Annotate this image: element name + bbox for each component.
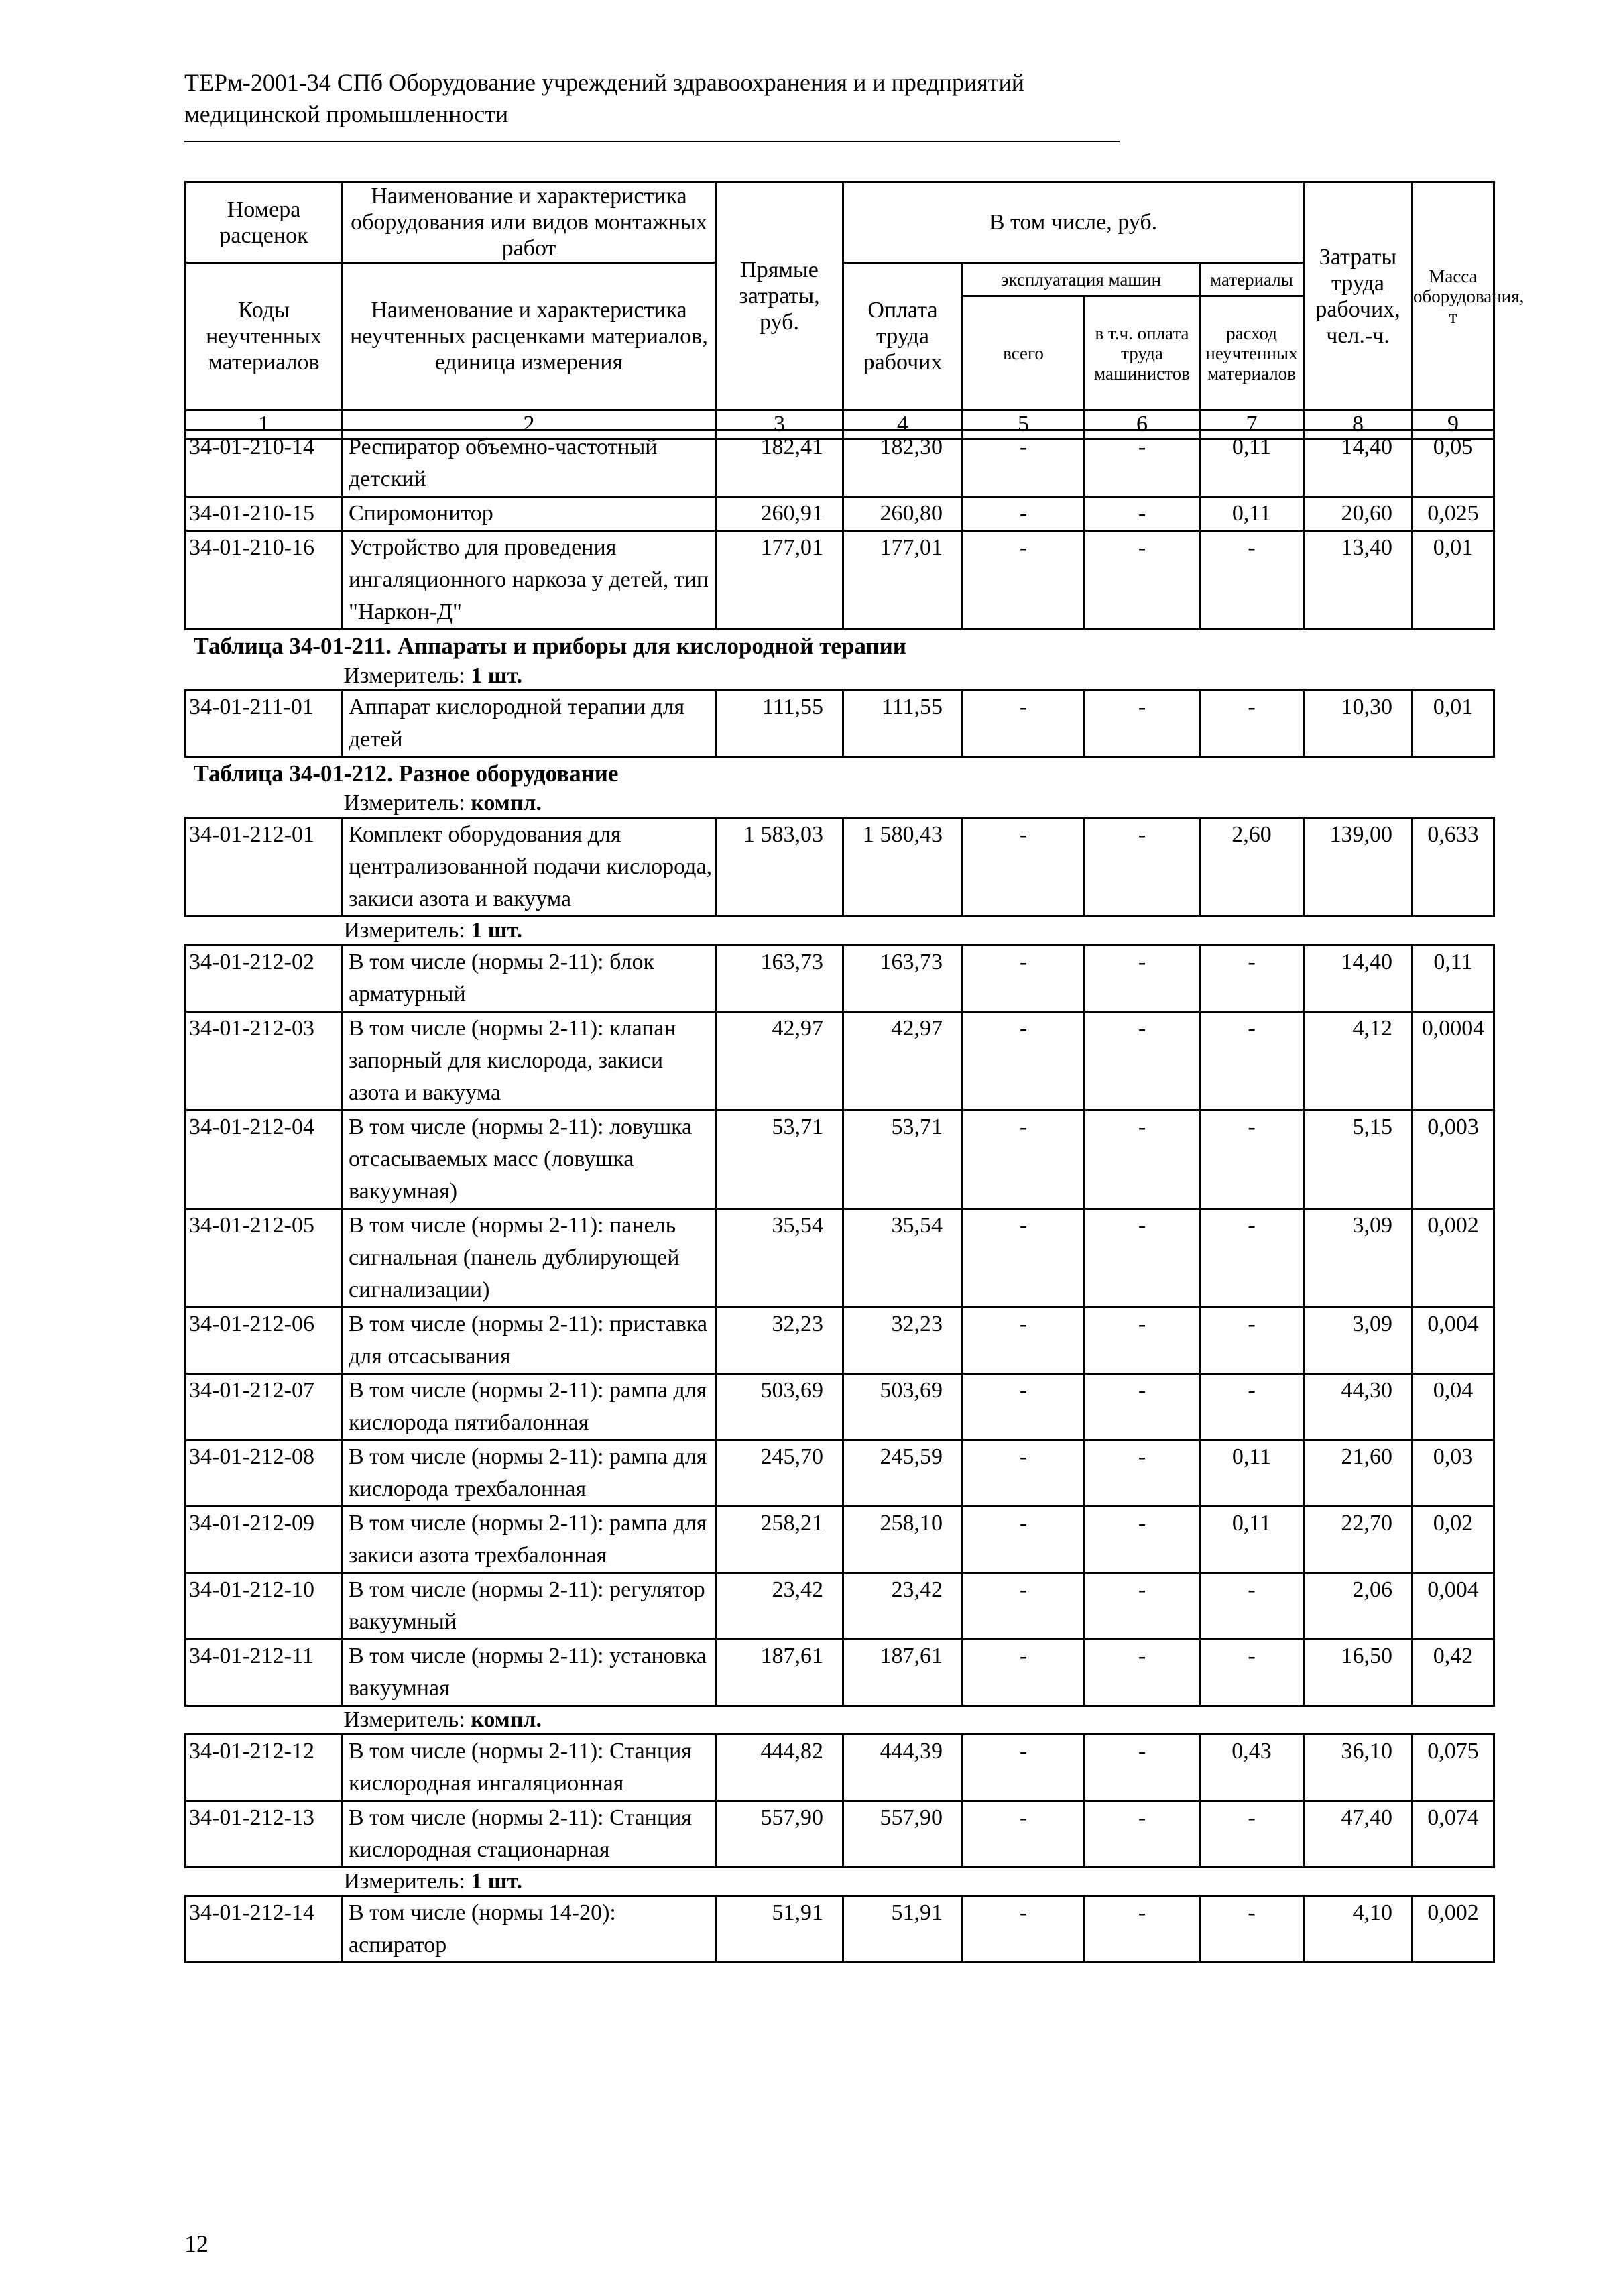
col-number-6: 6 xyxy=(1085,410,1200,439)
row-equipment-mass: 0,01 xyxy=(1412,691,1494,757)
row-machinist-wages: - xyxy=(1085,1896,1200,1963)
table-row xyxy=(186,1110,1494,1209)
row-materials: - xyxy=(1200,531,1304,630)
col-work-name: Наименование и характеристика оборудования или видов монтажных работ xyxy=(343,182,716,263)
row-direct-costs: 163,73 xyxy=(716,945,843,1012)
row-labor-costs: 14,40 xyxy=(1304,945,1412,1012)
row-direct-costs: 111,55 xyxy=(716,691,843,757)
row-direct-costs: 51,91 xyxy=(716,1896,843,1963)
col-number-7: 7 xyxy=(1200,410,1304,439)
row-worker-wages: 51,91 xyxy=(843,1896,963,1963)
row-name: В том числе (нормы 2-11): регулятор вакуумный xyxy=(343,1573,716,1640)
row-equipment-mass: 0,003 xyxy=(1412,1110,1494,1209)
measure-unit xyxy=(186,917,1494,944)
row-code: 34-01-212-03 xyxy=(186,1012,343,1110)
row-materials: - xyxy=(1200,1374,1304,1440)
col-machine-total: всего xyxy=(963,296,1085,410)
table-row xyxy=(186,531,1494,630)
col-material-name: Наименование и характеристика неучтенных расценками материалов, единица измерения xyxy=(343,263,716,410)
col-including: В том числе, руб. xyxy=(843,182,1304,263)
row-worker-wages: 35,54 xyxy=(843,1209,963,1308)
col-number-1: 1 xyxy=(186,410,343,439)
document-title: ТЕРм-2001-34 СПб Оборудование учреждений здравоохранения и и предприятий медицинской промышленности xyxy=(184,69,1025,127)
table-row xyxy=(186,1507,1494,1573)
table-row xyxy=(186,1209,1494,1308)
row-equipment-mass: 0,42 xyxy=(1412,1640,1494,1706)
row-materials: - xyxy=(1200,1012,1304,1110)
col-direct-costs: Прямые затраты, руб. xyxy=(716,182,843,410)
row-labor-costs: 47,40 xyxy=(1304,1801,1412,1868)
row-code: 34-01-210-15 xyxy=(186,497,343,531)
row-worker-wages: 53,71 xyxy=(843,1110,963,1209)
row-name: В том числе (нормы 2-11): Станция кислородная ингаляционная xyxy=(343,1735,716,1801)
col-materials: материалы xyxy=(1200,263,1304,296)
row-machine-total: - xyxy=(963,1374,1085,1440)
col-unaccounted-materials: расход неучтенных материалов xyxy=(1200,296,1304,410)
row-code: 34-01-210-14 xyxy=(186,431,343,497)
row-materials: - xyxy=(1200,1896,1304,1963)
row-machine-total: - xyxy=(963,1209,1085,1308)
col-machine-operation: эксплуатация машин xyxy=(963,263,1200,296)
row-machinist-wages: - xyxy=(1085,945,1200,1012)
row-worker-wages: 187,61 xyxy=(843,1640,963,1706)
row-direct-costs: 245,70 xyxy=(716,1440,843,1507)
row-machinist-wages: - xyxy=(1085,1012,1200,1110)
row-labor-costs: 21,60 xyxy=(1304,1440,1412,1507)
table-row xyxy=(186,1573,1494,1640)
section-title: Таблица 34-01-211. Аппараты и приборы для кислородной терапии xyxy=(193,633,906,659)
row-worker-wages: 42,97 xyxy=(843,1012,963,1110)
row-name: В том числе (нормы 2-11): рампа для кислорода пятибалонная xyxy=(343,1374,716,1440)
table-section xyxy=(186,757,1494,818)
row-equipment-mass: 0,002 xyxy=(1412,1209,1494,1308)
col-labor-costs: Затраты труда рабочих, чел.-ч. xyxy=(1304,182,1412,410)
row-machinist-wages: - xyxy=(1085,431,1200,497)
row-materials: 0,11 xyxy=(1200,1507,1304,1573)
table-row xyxy=(186,1012,1494,1110)
row-machinist-wages: - xyxy=(1085,1308,1200,1374)
row-labor-costs: 2,06 xyxy=(1304,1573,1412,1640)
row-materials: - xyxy=(1200,1573,1304,1640)
row-machinist-wages: - xyxy=(1085,531,1200,630)
row-materials: - xyxy=(1200,1308,1304,1374)
row-machine-total: - xyxy=(963,945,1085,1012)
table-row xyxy=(186,945,1494,1012)
row-direct-costs: 177,01 xyxy=(716,531,843,630)
col-number-8: 8 xyxy=(1304,410,1412,439)
row-machinist-wages: - xyxy=(1085,1374,1200,1440)
row-labor-costs: 22,70 xyxy=(1304,1507,1412,1573)
row-labor-costs: 44,30 xyxy=(1304,1374,1412,1440)
row-code: 34-01-212-01 xyxy=(186,818,343,917)
row-materials: 0,11 xyxy=(1200,431,1304,497)
row-name: В том числе (нормы 2-11): Станция кислородная стационарная xyxy=(343,1801,716,1868)
row-code: 34-01-210-16 xyxy=(186,531,343,630)
row-direct-costs: 42,97 xyxy=(716,1012,843,1110)
row-direct-costs: 53,71 xyxy=(716,1110,843,1209)
row-machinist-wages: - xyxy=(1085,1209,1200,1308)
table-header xyxy=(184,181,1524,440)
row-name: Устройство для проведения ингаляционного наркоза у детей, тип "Наркон-Д" xyxy=(343,531,716,630)
table-row xyxy=(186,1896,1494,1963)
table-section xyxy=(186,630,1494,691)
row-machinist-wages: - xyxy=(1085,1735,1200,1801)
row-materials: 0,11 xyxy=(1200,1440,1304,1507)
col-number-2: 2 xyxy=(343,410,716,439)
row-labor-costs: 5,15 xyxy=(1304,1110,1412,1209)
row-machine-total: - xyxy=(963,1507,1085,1573)
row-direct-costs: 187,61 xyxy=(716,1640,843,1706)
row-machinist-wages: - xyxy=(1085,1440,1200,1507)
row-machine-total: - xyxy=(963,1735,1085,1801)
row-worker-wages: 260,80 xyxy=(843,497,963,531)
row-worker-wages: 177,01 xyxy=(843,531,963,630)
measure-label: Измеритель: xyxy=(343,663,465,688)
row-labor-costs: 4,12 xyxy=(1304,1012,1412,1110)
row-name: В том числе (нормы 2-11): блок арматурный xyxy=(343,945,716,1012)
row-machine-total: - xyxy=(963,818,1085,917)
row-code: 34-01-212-13 xyxy=(186,1801,343,1868)
row-equipment-mass: 0,633 xyxy=(1412,818,1494,917)
row-direct-costs: 444,82 xyxy=(716,1735,843,1801)
table-row xyxy=(186,1640,1494,1706)
col-number-9: 9 xyxy=(1412,410,1494,439)
row-equipment-mass: 0,025 xyxy=(1412,497,1494,531)
row-machine-total: - xyxy=(963,1896,1085,1963)
measure-label: Измеритель: xyxy=(343,1707,465,1732)
row-labor-costs: 14,40 xyxy=(1304,431,1412,497)
row-code: 34-01-212-06 xyxy=(186,1308,343,1374)
row-labor-costs: 36,10 xyxy=(1304,1735,1412,1801)
row-code: 34-01-212-02 xyxy=(186,945,343,1012)
row-direct-costs: 258,21 xyxy=(716,1507,843,1573)
measure-value: 1 шт. xyxy=(471,1869,523,1894)
row-machinist-wages: - xyxy=(1085,1110,1200,1209)
col-worker-wages: Оплата труда рабочих xyxy=(843,263,963,410)
row-machinist-wages: - xyxy=(1085,1640,1200,1706)
measure-value: 1 шт. xyxy=(471,663,523,688)
row-machinist-wages: - xyxy=(1085,691,1200,757)
row-materials: - xyxy=(1200,691,1304,757)
row-code: 34-01-212-12 xyxy=(186,1735,343,1801)
measure-value: 1 шт. xyxy=(471,918,523,943)
row-machine-total: - xyxy=(963,691,1085,757)
row-equipment-mass: 0,03 xyxy=(1412,1440,1494,1507)
col-number-4: 4 xyxy=(843,410,963,439)
row-name: В том числе (нормы 2-11): ловушка отсасываемых масс (ловушка вакуумная) xyxy=(343,1110,716,1209)
row-name: В том числе (нормы 2-11): рампа для кислорода трехбалонная xyxy=(343,1440,716,1507)
row-worker-wages: 23,42 xyxy=(843,1573,963,1640)
row-machinist-wages: - xyxy=(1085,497,1200,531)
measure-unit xyxy=(186,1868,1494,1895)
row-labor-costs: 4,10 xyxy=(1304,1896,1412,1963)
row-machine-total: - xyxy=(963,1801,1085,1868)
row-materials: - xyxy=(1200,1110,1304,1209)
row-equipment-mass: 0,01 xyxy=(1412,531,1494,630)
row-name: В том числе (нормы 2-11): клапан запорный для кислорода, закиси азота и вакуума xyxy=(343,1012,716,1110)
title-rule xyxy=(184,141,1120,142)
row-equipment-mass: 0,04 xyxy=(1412,1374,1494,1440)
row-labor-costs: 20,60 xyxy=(1304,497,1412,531)
col-equipment-mass: Масса оборудования, т xyxy=(1412,182,1494,410)
measure-unit xyxy=(186,1707,1494,1733)
row-worker-wages: 32,23 xyxy=(843,1308,963,1374)
row-equipment-mass: 0,004 xyxy=(1412,1573,1494,1640)
row-labor-costs: 139,00 xyxy=(1304,818,1412,917)
row-direct-costs: 32,23 xyxy=(716,1308,843,1374)
table-row xyxy=(186,1308,1494,1374)
row-machine-total: - xyxy=(963,1573,1085,1640)
row-equipment-mass: 0,074 xyxy=(1412,1801,1494,1868)
row-name: Спиромонитор xyxy=(343,497,716,531)
row-worker-wages: 245,59 xyxy=(843,1440,963,1507)
measure-row xyxy=(186,917,1494,945)
row-name: В том числе (нормы 2-11): панель сигнальная (панель дублирующей сигнализации) xyxy=(343,1209,716,1308)
col-number-5: 5 xyxy=(963,410,1085,439)
col-machinist-wages: в т.ч. оплата труда машинистов xyxy=(1085,296,1200,410)
row-equipment-mass: 0,11 xyxy=(1412,945,1494,1012)
row-code: 34-01-212-11 xyxy=(186,1640,343,1706)
row-direct-costs: 23,42 xyxy=(716,1573,843,1640)
measure-value: компл. xyxy=(471,791,542,815)
col-number-3: 3 xyxy=(716,410,843,439)
row-name: Аппарат кислородной терапии для детей xyxy=(343,691,716,757)
row-code: 34-01-212-10 xyxy=(186,1573,343,1640)
row-worker-wages: 1 580,43 xyxy=(843,818,963,917)
row-machine-total: - xyxy=(963,497,1085,531)
row-code: 34-01-212-07 xyxy=(186,1374,343,1440)
row-worker-wages: 182,30 xyxy=(843,431,963,497)
row-worker-wages: 503,69 xyxy=(843,1374,963,1440)
measure-unit xyxy=(186,663,1494,689)
row-code: 34-01-212-05 xyxy=(186,1209,343,1308)
row-equipment-mass: 0,05 xyxy=(1412,431,1494,497)
row-machine-total: - xyxy=(963,1308,1085,1374)
col-material-codes: Коды неучтенных материалов xyxy=(186,263,343,410)
row-materials: 2,60 xyxy=(1200,818,1304,917)
measure-label: Измеритель: xyxy=(343,918,465,943)
col-rate-number: Номера расценок xyxy=(186,182,343,263)
row-worker-wages: 258,10 xyxy=(843,1507,963,1573)
row-direct-costs: 35,54 xyxy=(716,1209,843,1308)
row-equipment-mass: 0,0004 xyxy=(1412,1012,1494,1110)
row-worker-wages: 444,39 xyxy=(843,1735,963,1801)
row-equipment-mass: 0,002 xyxy=(1412,1896,1494,1963)
row-name: В том числе (нормы 2-11): рампа для закиси азота трехбалонная xyxy=(343,1507,716,1573)
measure-unit xyxy=(186,790,1494,817)
row-labor-costs: 3,09 xyxy=(1304,1308,1412,1374)
table-row xyxy=(186,431,1494,497)
rates-table xyxy=(184,429,1495,1963)
measure-label: Измеритель: xyxy=(343,791,465,815)
row-worker-wages: 163,73 xyxy=(843,945,963,1012)
measure-label: Измеритель: xyxy=(343,1869,465,1894)
row-machinist-wages: - xyxy=(1085,818,1200,917)
table-row xyxy=(186,818,1494,917)
page-number: 12 xyxy=(184,2230,208,2257)
row-name: Респиратор объемно-частотный детский xyxy=(343,431,716,497)
row-labor-costs: 3,09 xyxy=(1304,1209,1412,1308)
section-title: Таблица 34-01-212. Разное оборудование xyxy=(193,760,619,787)
row-direct-costs: 260,91 xyxy=(716,497,843,531)
row-labor-costs: 16,50 xyxy=(1304,1640,1412,1706)
row-name: Комплект оборудования для централизованной подачи кислорода, закиси азота и вакуума xyxy=(343,818,716,917)
table-row xyxy=(186,497,1494,531)
row-materials: 0,43 xyxy=(1200,1735,1304,1801)
table-row xyxy=(186,1735,1494,1801)
row-materials: - xyxy=(1200,945,1304,1012)
row-machine-total: - xyxy=(963,431,1085,497)
row-name: В том числе (нормы 14-20): аспиратор xyxy=(343,1896,716,1963)
row-direct-costs: 503,69 xyxy=(716,1374,843,1440)
measure-row xyxy=(186,1706,1494,1735)
row-direct-costs: 182,41 xyxy=(716,431,843,497)
row-equipment-mass: 0,02 xyxy=(1412,1507,1494,1573)
row-machinist-wages: - xyxy=(1085,1801,1200,1868)
row-code: 34-01-212-08 xyxy=(186,1440,343,1507)
measure-row xyxy=(186,1868,1494,1896)
row-machinist-wages: - xyxy=(1085,1573,1200,1640)
row-code: 34-01-211-01 xyxy=(186,691,343,757)
row-machine-total: - xyxy=(963,1110,1085,1209)
row-direct-costs: 1 583,03 xyxy=(716,818,843,917)
table-row xyxy=(186,1374,1494,1440)
row-equipment-mass: 0,075 xyxy=(1412,1735,1494,1801)
row-code: 34-01-212-04 xyxy=(186,1110,343,1209)
table-row xyxy=(186,691,1494,757)
row-name: В том числе (нормы 2-11): приставка для отсасывания xyxy=(343,1308,716,1374)
row-name: В том числе (нормы 2-11): установка вакуумная xyxy=(343,1640,716,1706)
row-code: 34-01-212-14 xyxy=(186,1896,343,1963)
row-machine-total: - xyxy=(963,1012,1085,1110)
row-machine-total: - xyxy=(963,1440,1085,1507)
row-worker-wages: 557,90 xyxy=(843,1801,963,1868)
row-code: 34-01-212-09 xyxy=(186,1507,343,1573)
row-materials: - xyxy=(1200,1640,1304,1706)
table-row xyxy=(186,1801,1494,1868)
row-labor-costs: 10,30 xyxy=(1304,691,1412,757)
row-machine-total: - xyxy=(963,531,1085,630)
row-direct-costs: 557,90 xyxy=(716,1801,843,1868)
row-labor-costs: 13,40 xyxy=(1304,531,1412,630)
table-row xyxy=(186,1440,1494,1507)
row-worker-wages: 111,55 xyxy=(843,691,963,757)
row-materials: 0,11 xyxy=(1200,497,1304,531)
measure-value: компл. xyxy=(471,1707,542,1732)
row-machine-total: - xyxy=(963,1640,1085,1706)
row-materials: - xyxy=(1200,1209,1304,1308)
row-machinist-wages: - xyxy=(1085,1507,1200,1573)
row-materials: - xyxy=(1200,1801,1304,1868)
row-equipment-mass: 0,004 xyxy=(1412,1308,1494,1374)
